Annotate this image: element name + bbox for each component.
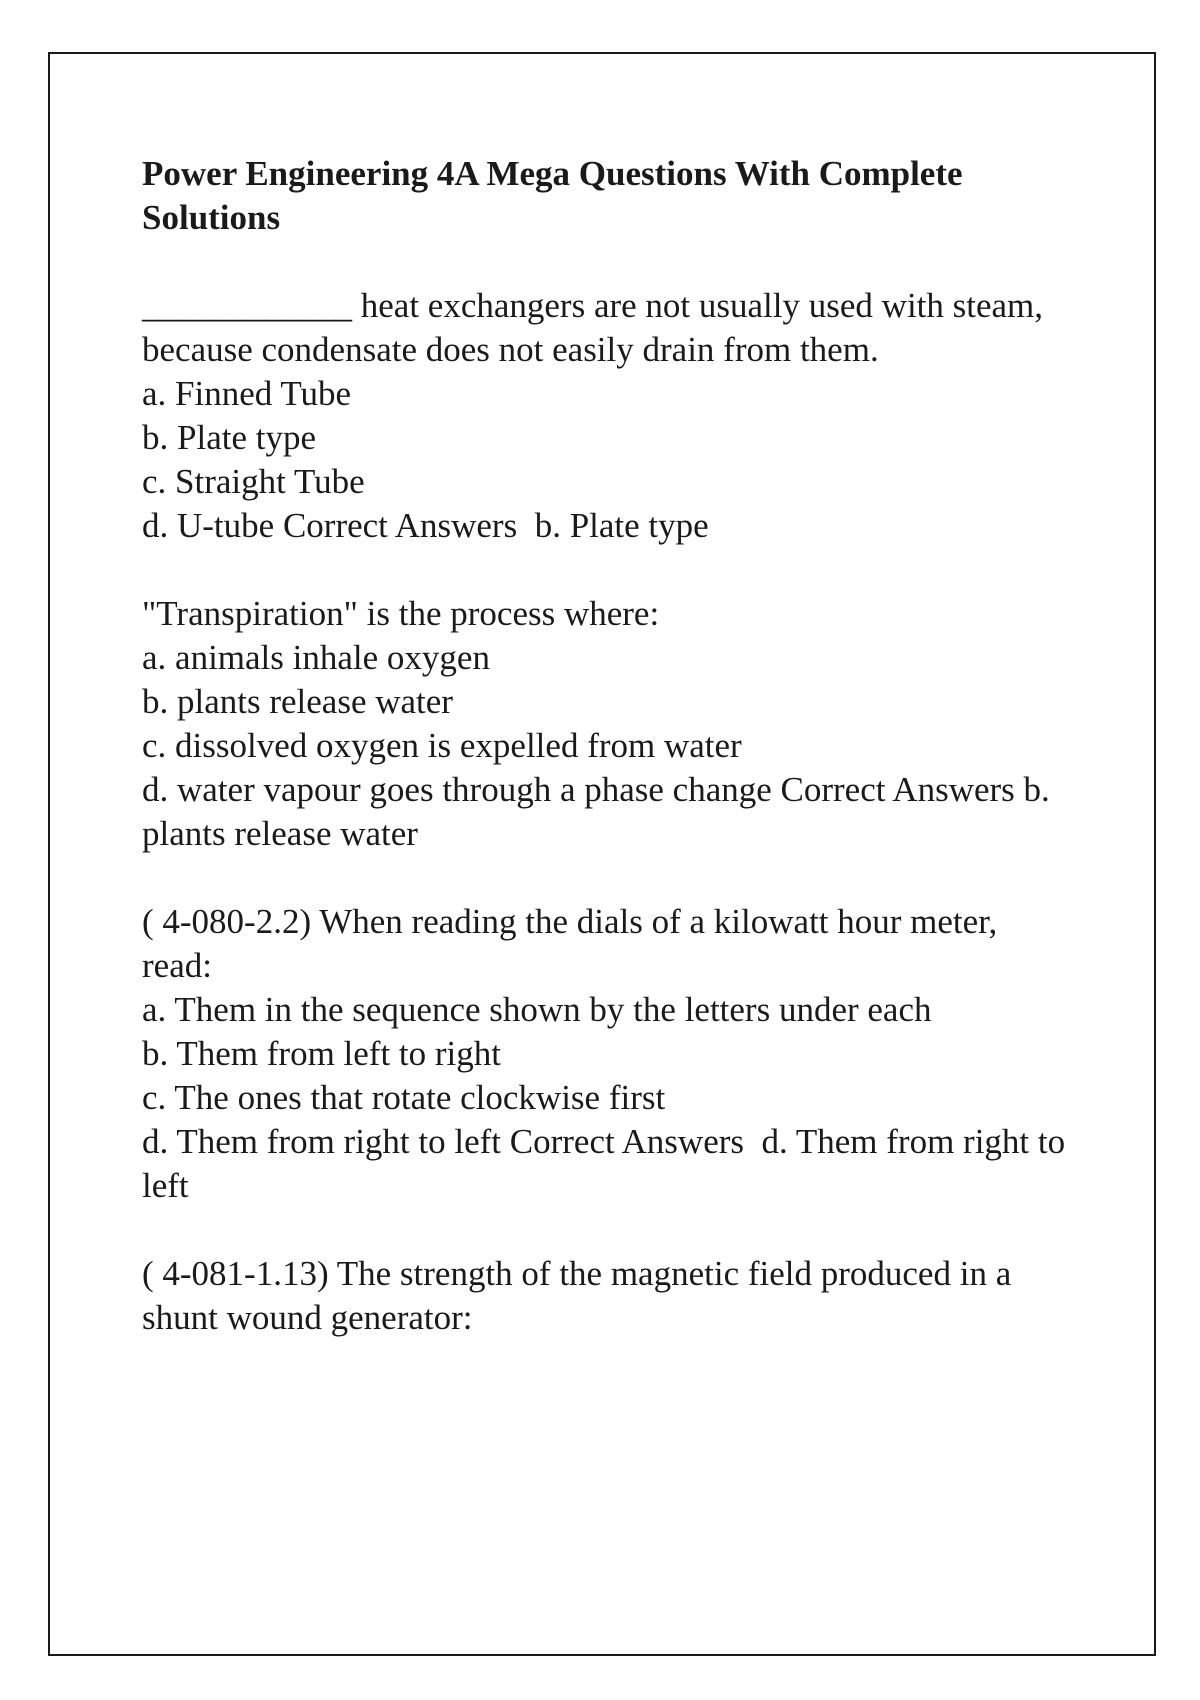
- question-1-option-b: b. Plate type: [142, 418, 316, 457]
- question-3: [142, 900, 1072, 1208]
- question-2-option-a: a. animals inhale oxygen: [142, 638, 490, 677]
- question-3-prompt: ( 4-080-2.2) When reading the dials of a kilowatt hour meter, read:: [142, 902, 998, 985]
- question-4: [142, 1252, 1072, 1340]
- question-3-option-a: a. Them in the sequence shown by the letters under each: [142, 990, 932, 1029]
- question-2: [142, 592, 1072, 856]
- document-body: [142, 152, 1072, 1340]
- question-2-prompt: "Transpiration" is the process where:: [142, 594, 660, 633]
- question-2-option-d-answer: d. water vapour goes through a phase change Correct Answers b. plants release water: [142, 770, 1059, 853]
- question-1-prompt: ____________ heat exchangers are not usually used with steam, because condensate does not easily drain from them.: [142, 286, 1044, 369]
- question-2-option-b: b. plants release water: [142, 682, 453, 721]
- question-1-option-a: a. Finned Tube: [142, 374, 352, 413]
- question-1-option-c: c. Straight Tube: [142, 462, 365, 501]
- question-4-prompt: ( 4-081-1.13) The strength of the magnetic field produced in a shunt wound generator:: [142, 1254, 1012, 1337]
- question-3-option-d-answer: d. Them from right to left Correct Answers d. Them from right to left: [142, 1122, 1074, 1205]
- question-1-option-d-answer: d. U-tube Correct Answers b. Plate type: [142, 506, 709, 545]
- document-title: Power Engineering 4A Mega Questions With Complete Solutions: [142, 154, 963, 237]
- question-2-options: [142, 636, 1072, 856]
- question-1: [142, 284, 1072, 548]
- question-2-option-c: c. dissolved oxygen is expelled from water: [142, 726, 742, 765]
- question-1-options: [142, 372, 1072, 548]
- question-3-option-b: b. Them from left to right: [142, 1034, 502, 1073]
- question-3-options: [142, 988, 1072, 1208]
- question-3-option-c: c. The ones that rotate clockwise first: [142, 1078, 666, 1117]
